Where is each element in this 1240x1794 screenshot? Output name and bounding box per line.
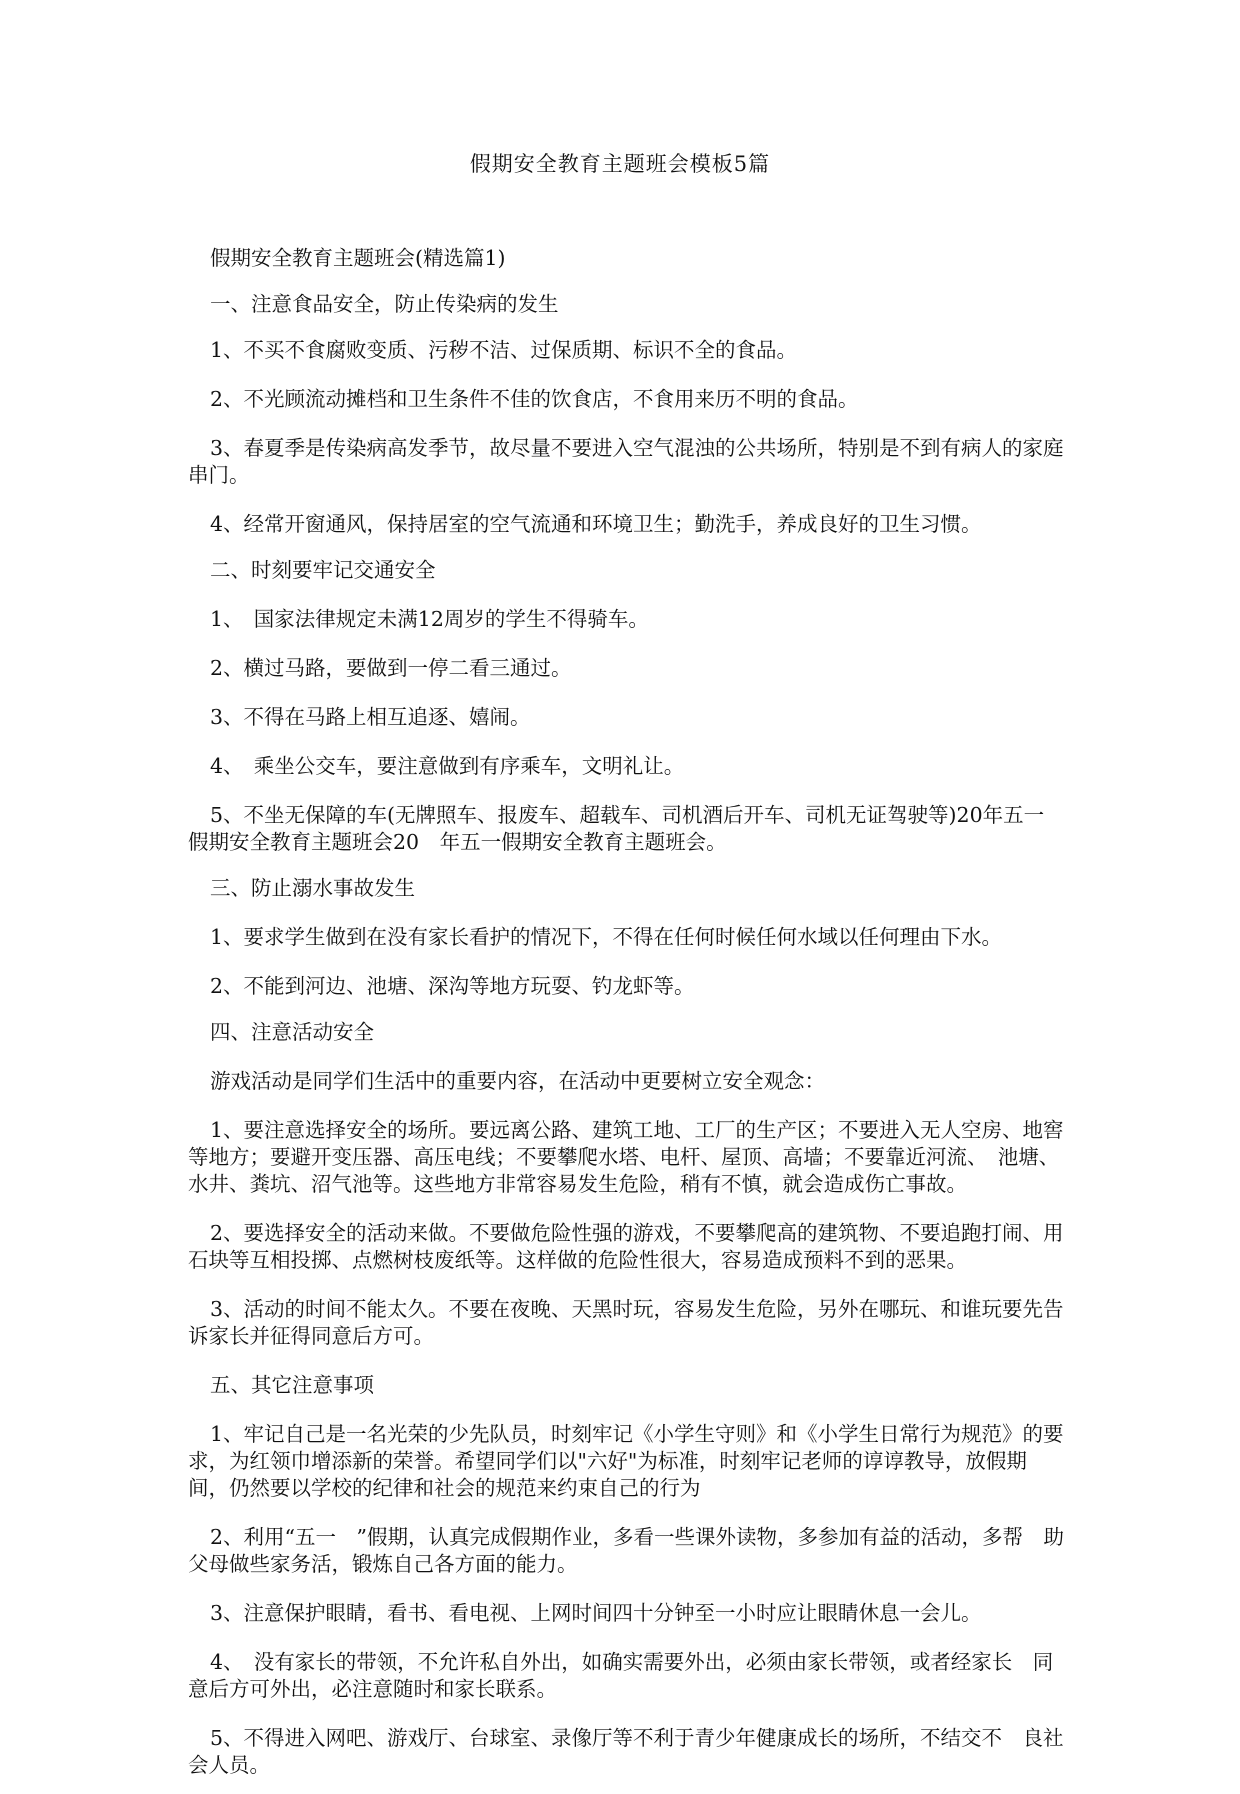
document-title: 假期安全教育主题班会模板5篇 — [469, 152, 771, 176]
paragraph: 2、不能到河边、池塘、深沟等地方玩耍、钓龙虾等。 — [210, 974, 695, 998]
paragraph: 2、利用“五一 ”假期，认真完成假期作业，多看一些课外读物，多参加有益的活动，多帮 助父母做些家务活，锻炼自己各方面的能力。 — [188, 1525, 1065, 1576]
paragraph: 4、 没有家长的带领，不允许私自外出，如确实需要外出，必须由家长带领，或者经家长 同意后方可外出，必注意随时和家长联系。 — [188, 1650, 1054, 1701]
paragraph: 1、要注意选择安全的场所。要远离公路、建筑工地、工厂的生产区；不要进入无人空房、地窖等地方；要避开变压器、高压电线；不要攀爬水塔、电杆、屋顶、高墙；不要靠近河流、 池塘、水井、粪坑、沼气池等。这些地方非常容易发生危险，稍有不慎，就会造成伤亡事故。 — [188, 1118, 1064, 1196]
paragraph: 1、 国家法律规定未满12周岁的学生不得骑车。 — [210, 607, 649, 631]
paragraph: 5、不坐无保障的车(无牌照车、报废车、超载车、司机酒后开车、司机无证驾驶等)20年五一假期安全教育主题班会20 年五一假期安全教育主题班会。 — [188, 803, 1045, 854]
paragraph: 游戏活动是同学们生活中的重要内容，在活动中更要树立安全观念： — [210, 1069, 825, 1093]
paragraph: 2、要选择安全的活动来做。不要做危险性强的游戏，不要攀爬高的建筑物、不要追跑打闹、用石块等互相投掷、点燃树枝废纸等。这样做的危险性很大，容易造成预料不到的恶果。 — [188, 1221, 1064, 1272]
paragraph: 3、春夏季是传染病高发季节，故尽量不要进入空气混浊的公共场所，特别是不到有病人的家庭串门。 — [188, 436, 1064, 487]
paragraph: 3、注意保护眼睛，看书、看电视、上网时间四十分钟至一小时应让眼睛休息一会儿。 — [210, 1601, 982, 1625]
paragraph: 3、不得在马路上相互追逐、嬉闹。 — [210, 705, 531, 729]
document-body — [188, 245, 1064, 1794]
section-heading: 一、注意食品安全，防止传染病的发生 — [210, 292, 559, 316]
paragraph: 4、 乘坐公交车，要注意做到有序乘车，文明礼让。 — [210, 754, 685, 778]
paragraph: 2、不光顾流动摊档和卫生条件不佳的饮食店，不食用来历不明的食品。 — [210, 387, 859, 411]
paragraph: 假期安全教育主题班会(精选篇1) — [210, 246, 506, 270]
section-heading: 二、时刻要牢记交通安全 — [210, 558, 436, 582]
paragraph: 1、不买不食腐败变质、污秽不洁、过保质期、标识不全的食品。 — [210, 338, 798, 362]
paragraph: 3、活动的时间不能太久。不要在夜晚、天黑时玩，容易发生危险，另外在哪玩、和谁玩要先告诉家长并征得同意后方可。 — [188, 1297, 1064, 1348]
paragraph: 4、经常开窗通风，保持居室的空气流通和环境卫生；勤洗手，养成良好的卫生习惯。 — [210, 512, 982, 536]
paragraph: 1、牢记自己是一名光荣的少先队员，时刻牢记《小学生守则》和《小学生日常行为规范》的要求，为红领巾增添新的荣誉。希望同学们以"六好"为标准，时刻牢记老师的谆谆教导，放假期间，仍然要以学校的纪律和社会的规范来约束自己的行为 — [188, 1422, 1064, 1500]
section-heading: 四、注意活动安全 — [210, 1020, 374, 1044]
section-heading: 三、防止溺水事故发生 — [210, 876, 415, 900]
section-heading: 五、其它注意事项 — [210, 1373, 374, 1397]
paragraph: 5、不得进入网吧、游戏厅、台球室、录像厅等不利于青少年健康成长的场所，不结交不 良社会人员。 — [188, 1726, 1064, 1777]
paragraph: 2、横过马路，要做到一停二看三通过。 — [210, 656, 572, 680]
paragraph: 1、要求学生做到在没有家长看护的情况下，不得在任何时候任何水域以任何理由下水。 — [210, 925, 1003, 949]
